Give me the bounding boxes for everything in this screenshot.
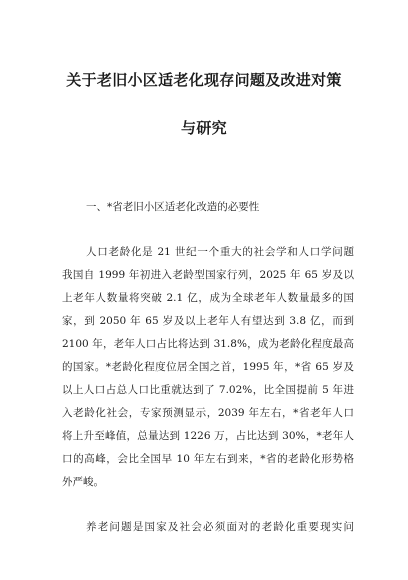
paragraph-line: 人口老龄化是 21 世纪一个重大的社会学和人口学问题 (86, 246, 354, 258)
paragraph-line: 家，到 2050 年 65 岁及以上老年人有望达到 3.8 亿，而到 (62, 315, 354, 327)
document-title-line-2: 与研究 (181, 119, 227, 137)
paragraph-line: 口的高峰，会比全国早 10 年左右到来，*省的老龄化形势格 (62, 453, 354, 465)
paragraph-line: 外严峻。 (62, 476, 104, 488)
paragraph-line: 上老年人数量将突破 2.1 亿，成为全球老年人数量最多的国 (62, 292, 354, 304)
paragraph-line: 2100 年，老年人口占比将达到 31.8%，成为老龄化程度最高 (62, 338, 354, 350)
paragraph-line: 的国家。*老龄化程度位居全国之首，1995 年，*省 65 岁及 (62, 361, 354, 373)
paragraph-line: 我国自 1999 年初进入老龄型国家行列，2025 年 65 岁及以 (62, 269, 354, 281)
paragraph-line: 入老龄化社会，专家预测显示，2039 年左右，*省老年人口 (62, 407, 354, 419)
paragraph-line: 将上升至峰值，总量达到 1226 万，占比达到 30%，*老年人 (62, 430, 354, 442)
section-heading: 一、*省老旧小区适老化改造的必要性 (86, 201, 260, 213)
paragraph-line: 养老问题是国家及社会必须面对的老龄化重要现实问 (86, 521, 354, 533)
paragraph-line: 以上人口占总人口比重就达到了 7.02%，比全国提前 5 年进 (62, 384, 354, 396)
document-title-line-1: 关于老旧小区适老化现存问题及改进对策 (66, 71, 342, 89)
